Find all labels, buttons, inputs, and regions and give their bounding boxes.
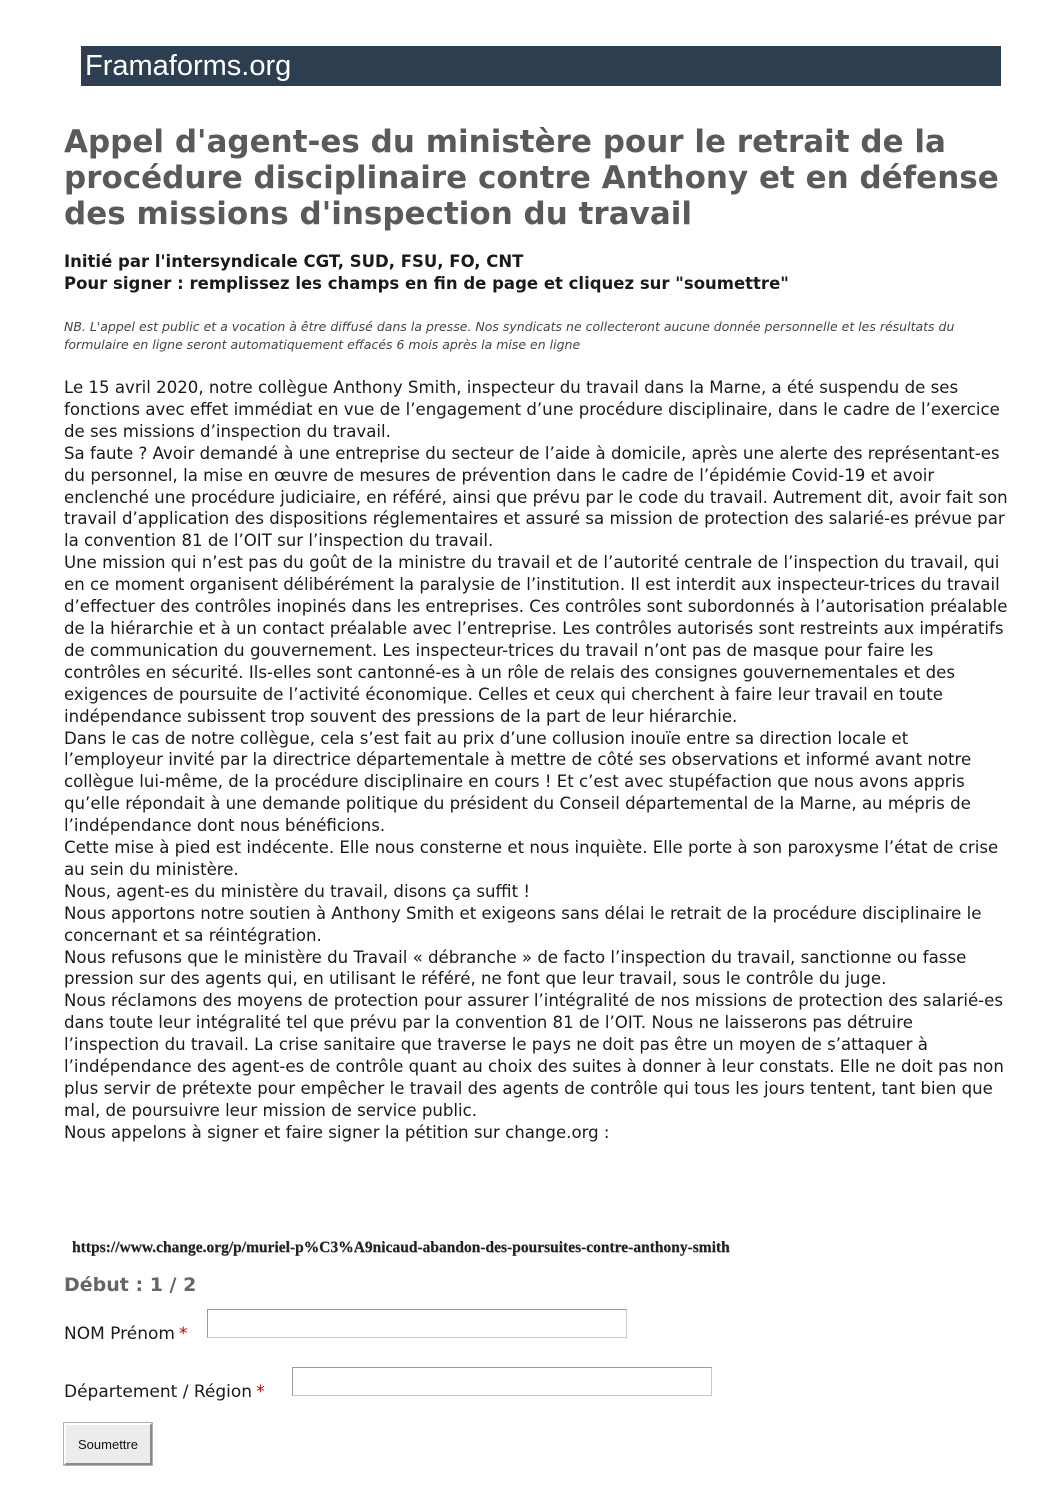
page-title: Appel d'agent-es du ministère pour le retrait de la procédure disciplinaire contre Anthony et en défense des missions d'inspection du travail bbox=[64, 124, 999, 232]
department-field-label-text: Département / Région bbox=[64, 1382, 253, 1402]
department-field-label bbox=[64, 1381, 265, 1403]
name-field-label bbox=[64, 1323, 187, 1345]
name-field-label-text: NOM Prénom bbox=[64, 1324, 175, 1344]
submit-button[interactable]: Soumettre bbox=[64, 1423, 152, 1465]
site-header bbox=[81, 46, 1001, 86]
name-input[interactable] bbox=[207, 1309, 627, 1338]
form-step-indicator: Début : 1 / 2 bbox=[64, 1274, 197, 1296]
required-marker: * bbox=[178, 1324, 188, 1344]
department-input[interactable] bbox=[292, 1367, 712, 1396]
privacy-note: NB. L'appel est public et a vocation à être diffusé dans la presse. Nos syndicats ne collecteront aucune donnée personnelle et les résultats du formulaire en ligne seront automatiquement effacés 6 mois après la mise en ligne bbox=[64, 319, 955, 352]
subtitle-instructions: Pour signer : remplissez les champs en fin de page et cliquez sur "soumettre" bbox=[64, 274, 789, 293]
required-marker: * bbox=[256, 1382, 265, 1402]
appeal-body-text: Le 15 avril 2020, notre collègue Anthony Smith, inspecteur du travail dans la Marne, a été suspendu de ses fonctions avec effet immédiat en vue de l’engagement d’une procédure disciplinaire, dans le cadre de l’exercice de ses missions d’inspection du travail. Sa faute ? Avoir demandé à une entreprise du secteur de l’aide à domicile, après une alerte des représentant-es du personnel, la mise en œuvre de mesures de prévention dans le cadre de l’épidémie Covid-19 et avoir enclenché une procédure judiciaire, en référé, ainsi que prévu par le code du travail. Autrement dit, avoir fait son travail d’application des dispositions réglementaires et assuré sa mission de protection des salarié-es prévue par la convention 81 de l’OIT sur l’inspection du travail. Une mission qui n’est pas du goût de la ministre du travail et de l’autorité centrale de l’inspection du travail, qui en ce moment organisent délibérément la paralysie de l’institution. Il est interdit aux inspecteur-trices du travail d’effectuer des contrôles inopinés dans les entreprises. Ces contrôles sont subordonnés à l’autorisation préalable de la hiérarchie et à un contact préalable avec l’entreprise. Les contrôles autorisés sont restreints aux impératifs de communication du gouvernement. Les inspecteur-trices du travail n’ont pas de masque pour faire les contrôles en sécurité. Ils-elles sont cantonné-es à un rôle de relais des consignes gouvernementales et des exigences de poursuite de l’activité économique. Celles et ceux qui cherchent à faire leur travail en toute indépendance subissent trop souvent des pressions de la part de leur hiérarchie. Dans le cas de notre collègue, cela s’est fait au prix d’une collusion inouïe entre sa direction locale et l’employeur invité par la directrice départementale à mettre de côté ses observations et informé avant notre collègue lui-même, de la procédure disciplinaire en cours ! Et c’est avec stupéfaction que nous avons appris qu’elle répondait à une demande politique du président du Conseil départemental de la Marne, au mépris de l’indépendance dont nous bénéficions. Cette mise à pied est indécente. Elle nous consterne et nous inquiète. Elle porte à son paroxysme l’état de crise au sein du ministère. Nous, agent-es du ministère du travail, disons ça suffit ! Nous apportons notre soutien à Anthony Smith et exigeons sans délai le retrait de la procédure disciplinaire le concernant et sa réintégration. Nous refusons que le ministère du Travail « débranche » de facto l’inspection du travail, sanctionne ou fasse pression sur des agents qui, en utilisant le référé, ne font que leur travail, sous le contrôle du juge. Nous réclamons des moyens de protection pour assurer l’intégralité de nos missions de protection des salarié-es dans toute leur intégralité tel que prévu par la convention 81 de l’OIT. Nous ne laisserons pas détruire l’inspection du travail. La crise sanitaire que traverse le pays ne doit pas être un moyen de s’attaquer à l’indépendance des agent-es de contrôle quant au choix des suites à donner à leur constats. Elle ne doit pas non plus servir de prétexte pour empêcher le travail des agents de contrôle qui tous les jours tentent, tant bien que mal, de poursuivre leur mission de service public. Nous appelons à signer et faire signer la pétition sur change.org : bbox=[64, 378, 1008, 1142]
subtitle-initiators: Initié par l'intersyndicale CGT, SUD, FSU, FO, CNT bbox=[64, 252, 524, 271]
petition-link[interactable]: https://www.change.org/p/muriel-p%C3%A9nicaud-abandon-des-poursuites-contre-anthony-smith bbox=[72, 1239, 730, 1256]
site-name[interactable]: Framaforms.org bbox=[85, 50, 292, 82]
